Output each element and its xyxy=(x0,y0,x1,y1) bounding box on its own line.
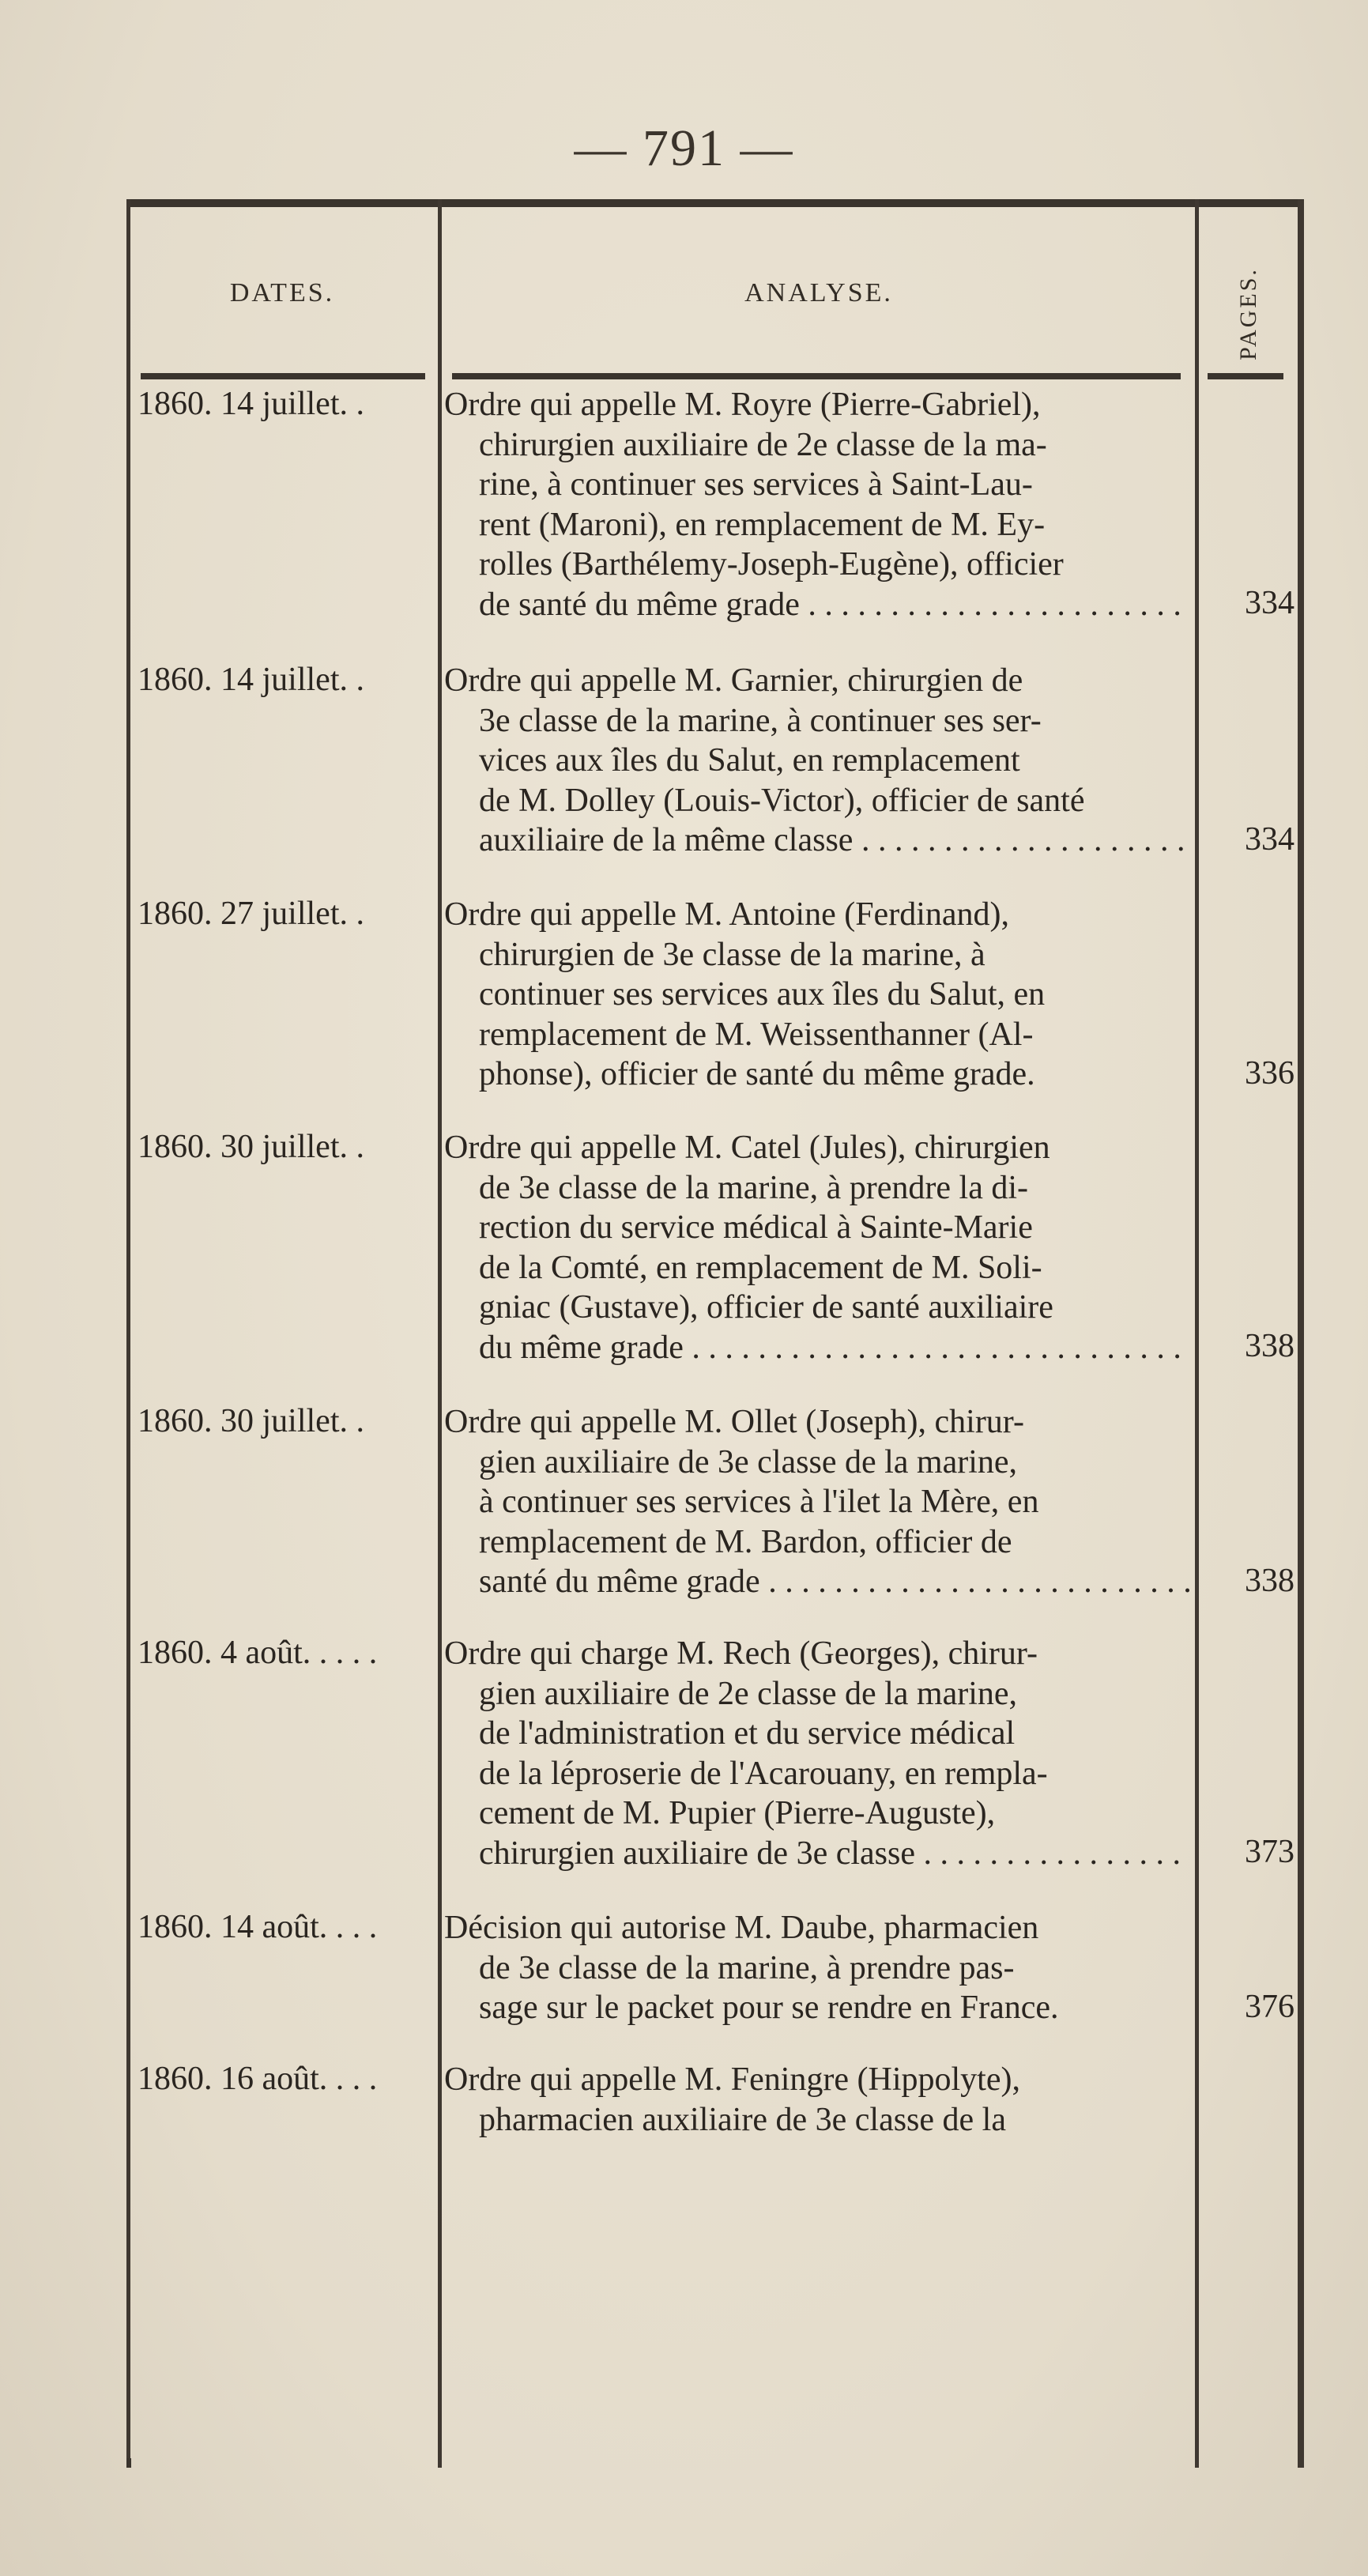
analysis-line: phonse), officier de santé du même grade. xyxy=(479,1056,1035,1092)
analysis-line: chirurgien auxiliaire de 2e classe de la ma- xyxy=(479,426,1047,463)
header-dates: DATES. xyxy=(229,278,335,307)
analysis-line: Ordre qui appelle M. Royre (Pierre-Gabriel), xyxy=(444,387,1041,423)
index-table xyxy=(126,199,1304,2468)
column-divider-dates xyxy=(438,199,442,2468)
entry-date: 1860. 27 juillet. . xyxy=(138,896,364,932)
entry-page: 338 xyxy=(1245,1563,1295,1599)
entry-date: 1860. 14 juillet. . xyxy=(138,386,364,422)
table-bottom-mark xyxy=(126,2458,131,2468)
column-divider-analyse xyxy=(1195,199,1199,2468)
entry-analysis xyxy=(444,385,1190,624)
analysis-line: gniac (Gustave), officier de santé auxiliaire xyxy=(479,1289,1053,1326)
analysis-line: remplacement de M. Bardon, officier de xyxy=(479,1523,1012,1560)
entry-analysis xyxy=(444,1908,1190,2028)
analysis-line: Ordre qui appelle M. Garnier, chirurgien de xyxy=(444,662,1023,699)
entry-page: 373 xyxy=(1245,1834,1295,1870)
header-analyse: ANALYSE. xyxy=(744,278,893,307)
analysis-line: Ordre qui appelle M. Feningre (Hippolyte), xyxy=(444,2061,1020,2098)
analysis-line: Ordre qui appelle M. Ollet (Joseph), chirur- xyxy=(444,1404,1024,1440)
analysis-line: santé du même grade . . . xyxy=(444,1562,1190,1602)
analysis-line: à continuer ses services à l'ilet la Mère, en xyxy=(479,1484,1039,1520)
entry-page: 338 xyxy=(1245,1328,1295,1364)
analysis-line: rent (Maroni), en remplacement de M. Ey- xyxy=(479,506,1046,543)
analysis-line: Ordre qui charge M. Rech (Georges), chirur- xyxy=(444,1635,1038,1672)
entry-date: 1860. 14 juillet. . xyxy=(138,662,364,698)
analysis-line: chirurgien de 3e classe de la marine, à xyxy=(479,936,985,973)
entry-date: 1860. 30 juillet. . xyxy=(138,1129,364,1165)
analysis-line: rine, à continuer ses services à Saint-Lau- xyxy=(479,466,1033,503)
header-rule-pages xyxy=(1208,373,1283,379)
table-top-rule xyxy=(126,199,1304,207)
entry-date: 1860. 16 août. . . . xyxy=(138,2061,378,2097)
entry-analysis xyxy=(444,2060,1190,2140)
entry-analysis xyxy=(444,661,1190,861)
analysis-line: auxiliaire de la même classe . . . xyxy=(444,820,1190,861)
entry-analysis xyxy=(444,1634,1190,1873)
analysis-line: Ordre qui appelle M. Antoine (Ferdinand), xyxy=(444,896,1009,933)
analysis-line: 3e classe de la marine, à continuer ses ser- xyxy=(479,702,1042,739)
table-left-border xyxy=(126,199,130,2468)
page-number: — 791 — xyxy=(574,119,794,177)
analysis-line: rection du service médical à Sainte-Marie xyxy=(479,1209,1033,1246)
analysis-line: vices aux îles du Salut, en remplacement xyxy=(479,742,1020,779)
analysis-line: chirurgien auxiliaire de 3e classe . . . xyxy=(444,1834,1190,1874)
analysis-line: rolles (Barthélemy-Joseph-Eugène), officier xyxy=(479,546,1064,583)
entry-page: 376 xyxy=(1245,1989,1295,2025)
entry-page: 336 xyxy=(1245,1055,1295,1092)
entry-analysis xyxy=(444,1128,1190,1367)
header-rule-dates xyxy=(141,373,425,379)
analysis-line: de santé du même grade . . . xyxy=(444,585,1190,625)
header-pages-label: PAGES. xyxy=(1235,267,1261,360)
entry-date: 1860. 30 juillet. . xyxy=(138,1403,364,1439)
analysis-line: sage sur le packet pour se rendre en France. xyxy=(479,1990,1059,2026)
analysis-line: continuer ses services aux îles du Salut, en xyxy=(479,976,1046,1013)
entry-date: 1860. 4 août. . . . . xyxy=(138,1635,378,1671)
entry-analysis xyxy=(444,895,1190,1095)
analysis-line: de 3e classe de la marine, à prendre pas- xyxy=(479,1949,1015,1986)
entry-analysis xyxy=(444,1402,1190,1602)
analysis-line: Ordre qui appelle M. Catel (Jules), chirurgien xyxy=(444,1130,1050,1166)
analysis-line: cement de M. Pupier (Pierre-Auguste), xyxy=(479,1795,996,1831)
analysis-line: de la Comté, en remplacement de M. Soli- xyxy=(479,1249,1042,1286)
header-pages xyxy=(1201,231,1296,397)
analysis-line: remplacement de M. Weissenthanner (Al- xyxy=(479,1016,1034,1053)
entry-page: 334 xyxy=(1245,821,1295,858)
analysis-line: de l'administration et du service médical xyxy=(479,1715,1016,1752)
entry-date: 1860. 14 août. . . . xyxy=(138,1909,378,1945)
analysis-line: pharmacien auxiliaire de 3e classe de la xyxy=(479,2101,1006,2138)
analysis-line: de la léproserie de l'Acarouany, en rempla- xyxy=(479,1755,1048,1792)
analysis-line: de M. Dolley (Louis-Victor), officier de santé xyxy=(479,782,1085,819)
header-rule-analyse xyxy=(452,373,1181,379)
table-right-border xyxy=(1298,199,1304,2468)
analysis-line: gien auxiliaire de 2e classe de la marine, xyxy=(479,1675,1018,1712)
analysis-line: du même grade . . . xyxy=(444,1328,1190,1368)
analysis-line: Décision qui autorise M. Daube, pharmacien xyxy=(444,1910,1039,1946)
entry-page: 334 xyxy=(1245,585,1295,621)
analysis-line: de 3e classe de la marine, à prendre la di- xyxy=(479,1169,1028,1206)
analysis-line: gien auxiliaire de 3e classe de la marine, xyxy=(479,1443,1018,1480)
